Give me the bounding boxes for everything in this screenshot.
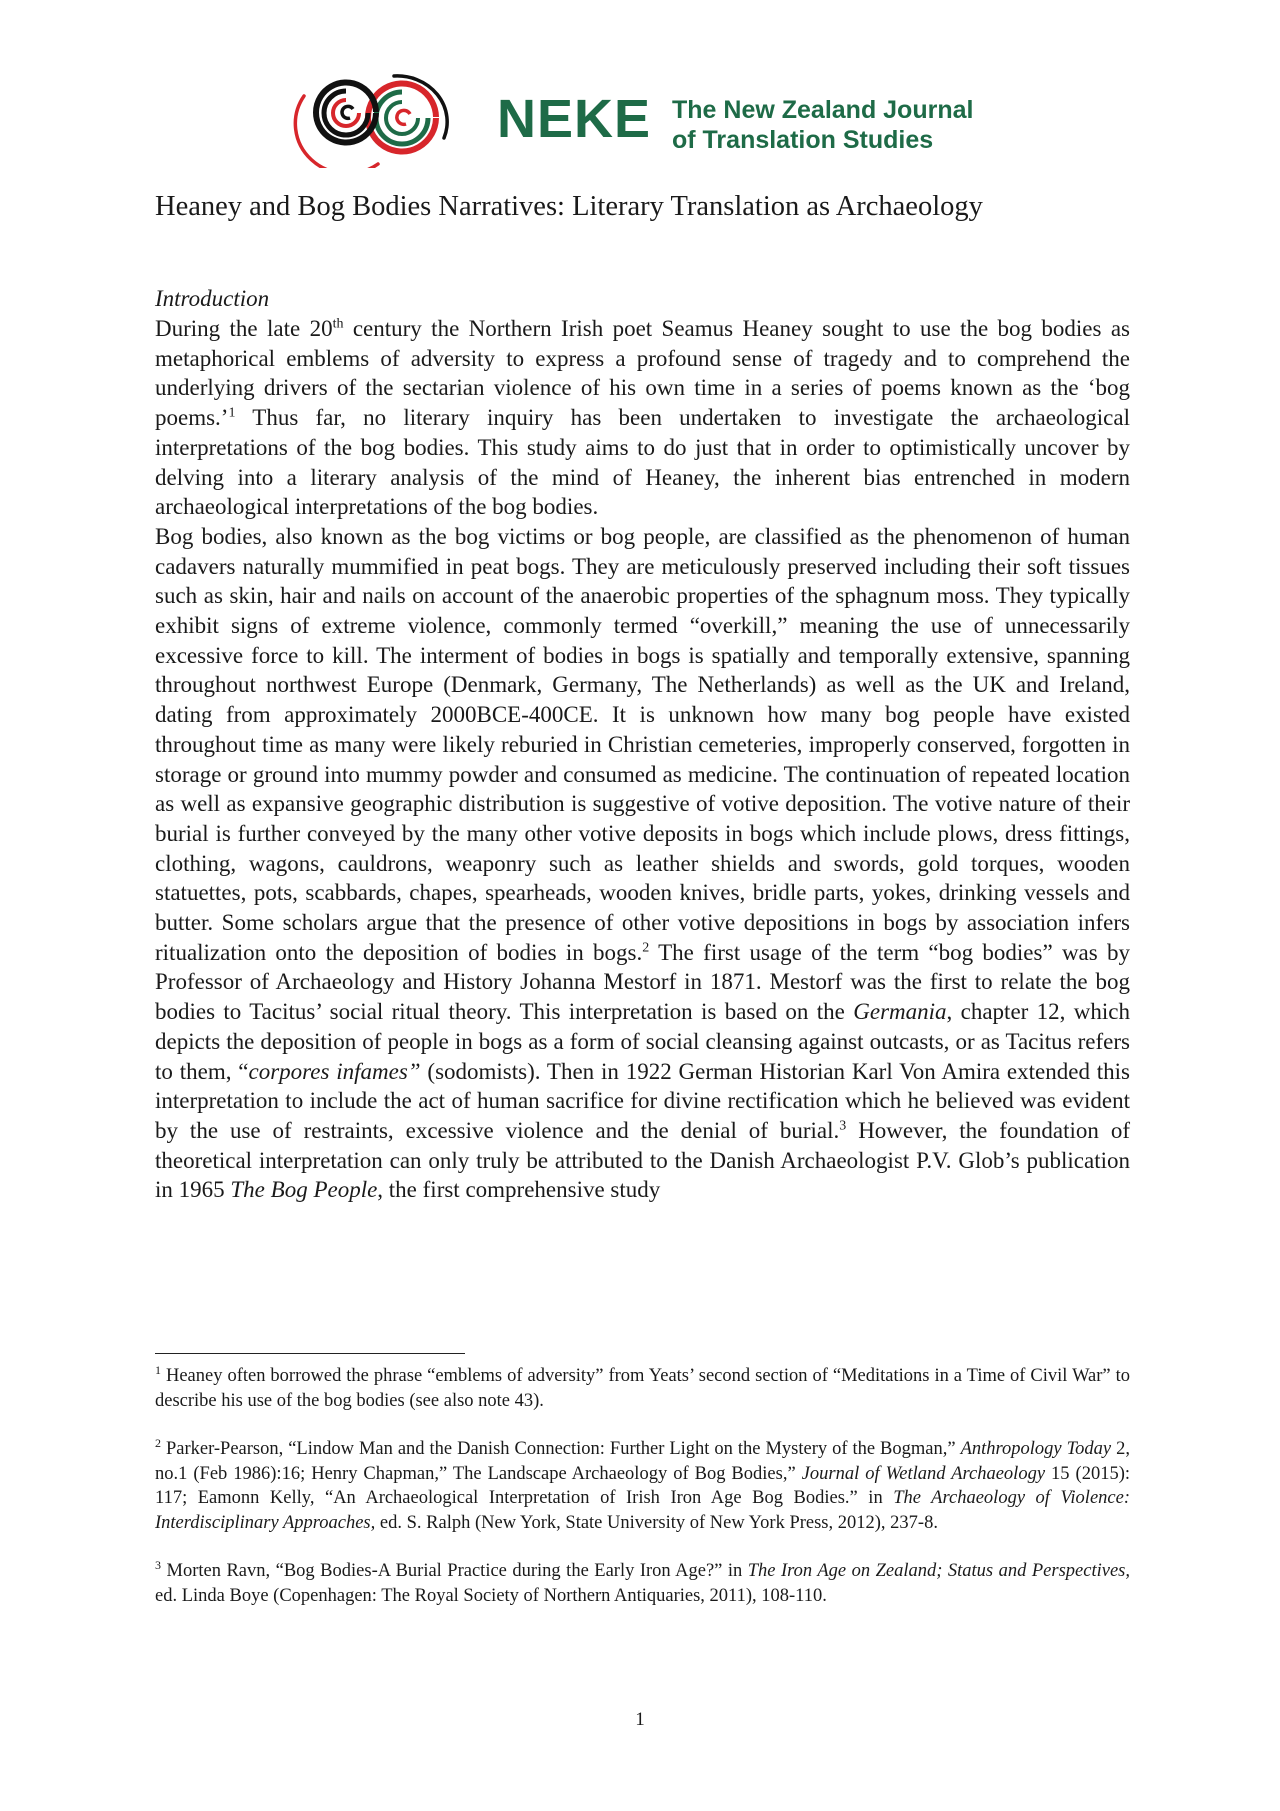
journal-brand: NEKE: [497, 89, 652, 149]
p2-text-c: , chapter 12, which depicts the deposition of people in bogs as a form of social cleansing against outcasts, or as Tacitus refers to them, “: [155, 999, 1130, 1084]
journal-subtitle: [672, 95, 973, 155]
fn2-text-d: ed. S. Ralph (New York, State University of New York Press, 2012), 237-8.: [375, 1512, 938, 1533]
journal-subtitle-line2: of Translation Studies: [672, 126, 934, 154]
footnotes: [155, 1364, 1130, 1632]
footnote-ref-2[interactable]: 2: [642, 940, 650, 956]
footnote-ref-1[interactable]: 1: [228, 405, 236, 421]
fn2-text-b: 2, no.1 (Feb 1986):16; Henry Chapman,” The Landscape Archaeology of Bog Bodies,”: [155, 1439, 1131, 1484]
article-body: [155, 284, 1130, 1205]
p1-text-a: During the late 20: [155, 316, 333, 341]
p2-corpores-infames: corpores infames”: [248, 1058, 421, 1084]
fn2-archaeology-of-violence: The Archaeology of Violence: Interdisciplinary Approaches,: [155, 1488, 1130, 1533]
paragraph-1: [155, 314, 1130, 522]
p1-text-b: century the Northern Irish poet Seamus Heaney sought to use the bog bodies as metaphorical emblems of adversity to express a profound sense of tragedy and to comprehend the underlying drivers of the sectarian violence of his own time in a series of poems known as the ‘bog poems.’: [155, 316, 1130, 431]
footnote-2: [155, 1437, 1130, 1535]
p2-bog-people: The Bog People: [230, 1177, 378, 1203]
p2-text-e: However, the foundation of theoretical interpretation can only truly be attributed to the Danish Archaeologist P.V. Glob’s publication in 1965: [155, 1117, 1131, 1203]
footnote-1-text: Heaney often borrowed the phrase “emblems of adversity” from Yeats’ second section of “Meditations in a Time of Civil War” to describe his use of the bog bodies (see also note 43).: [155, 1366, 1130, 1411]
p2-text-f: , the first comprehensive study: [377, 1177, 661, 1203]
footnote-number: 1: [155, 1362, 161, 1377]
fn2-text-a: Parker-Pearson, “Lindow Man and the Danish Connection: Further Light on the Mystery of the Bogman,”: [161, 1439, 961, 1459]
section-heading: Introduction: [155, 286, 270, 311]
p2-text-d: (sodomists). Then in 1922 German Historian Karl Von Amira extended this interpretation to include the act of human sacrifice for divine rectification which he believed was evident by the use of restraints, excessive violence and the denial of burial.: [155, 1058, 1130, 1143]
footnote-ref-3[interactable]: 3: [839, 1118, 847, 1134]
journal-subtitle-line1: The New Zealand Journal: [672, 96, 974, 124]
footnote-divider: [155, 1353, 465, 1354]
journal-masthead: [286, 68, 1006, 168]
footnote-3: [155, 1559, 1130, 1608]
fn2-anthropology-today: Anthropology Today: [960, 1439, 1112, 1459]
article-title: Heaney and Bog Bodies Narratives: Literary Translation as Archaeology: [155, 191, 983, 222]
footnote-number: 2: [155, 1435, 161, 1450]
page-number: 1: [635, 1709, 645, 1730]
fn2-wetland-archaeology: Journal of Wetland Archaeology: [801, 1463, 1046, 1484]
p1-ordinal-suffix: th: [332, 316, 344, 332]
paragraph-2: [155, 522, 1130, 1205]
p2-text-a: Bog bodies, also known as the bog victims or bog people, are classified as the phenomenon of human cadavers naturally mummified in peat bogs. They are meticulously preserved including their soft tissues such as skin, hair and nails on account of the anaerobic properties of the sphagnum moss. They typically exhibit signs of extreme violence, commonly termed “overkill,” meaning the use of unnecessarily excessive force to kill. The interment of bodies in bogs is spatially and temporally extensive, spanning throughout northwest Europe (Denmark, Germany, The Netherlands) as well as the UK and Ireland, dating from approximately 2000BCE-400CE. It is unknown how many bog people have existed throughout time as many were likely reburied in Christian cemeteries, improperly conserved, forgotten in storage or ground into mummy powder and consumed as medicine. The continuation of repeated location as well as expansive geographic distribution is suggestive of votive deposition. The votive nature of their burial is further conveyed by the many other votive deposits in bogs which include plows, dress fittings, clothing, wagons, cauldrons, weaponry such as leather shields and swords, gold torques, wooden statuettes, pots, scabbards, chapes, spearheads, wooden knives, bridle parts, yokes, drinking vessels and butter. Some scholars argue that the presence of other votive depositions in bogs by association infers ritualization onto the deposition of bodies in bogs.: [155, 523, 1130, 965]
footnote-number: 3: [155, 1557, 161, 1572]
fn2-text-c: 15 (2015): 117; Eamonn Kelly, “An Archaeological Interpretation of Irish Iron Age Bog Bodies.” in: [155, 1463, 1130, 1508]
fn3-text-a: Morten Ravn, “Bog Bodies-A Burial Practice during the Early Iron Age?” in: [161, 1561, 748, 1581]
journal-logo-icon: [286, 68, 456, 168]
p1-text-c: Thus far, no literary inquiry has been undertaken to investigate the archaeological interpretations of the bog bodies. This study aims to do just that in order to optimistically uncover by delving into a literary analysis of the mind of Heaney, the inherent bias entrenched in modern archaeological interpretations of the bog bodies.: [155, 405, 1130, 520]
p2-germania: Germania: [853, 999, 947, 1025]
p2-text-b: The first usage of the term “bog bodies” was by Professor of Archaeology and History Johanna Mestorf in 1871. Mestorf was the first to relate the bog bodies to Tacitus’ social ritual theory. This interpretation is based on the: [155, 939, 1130, 1025]
fn3-iron-age-zealand: The Iron Age on Zealand; Status and Perspectives,: [747, 1561, 1130, 1581]
footnote-1: [155, 1364, 1130, 1413]
fn3-text-b: ed. Linda Boye (Copenhagen: The Royal Society of Northern Antiquaries, 2011), 108-110.: [155, 1585, 827, 1606]
